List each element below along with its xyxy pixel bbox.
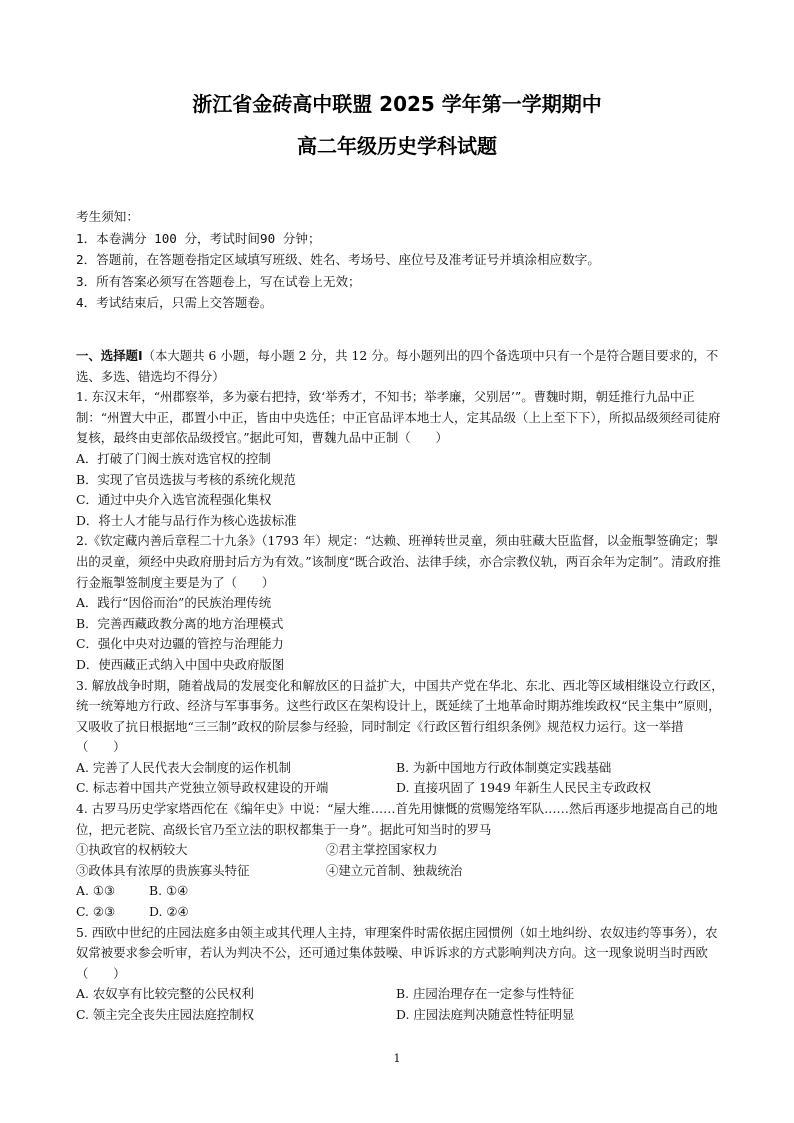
question-stem: 5. 西欧中世纪的庄园法庭多由领主或其代理人主持，审理案件时需依据庄园惯例（如土地纠纷、农奴违约等事务），农奴常被要求参会听审，若认为判决不公，还可通过集体鼓噪、申诉诉求的方式影响判决方向。这一现象说明当时西欧（ ） bbox=[76, 924, 718, 981]
answer-option: D．使西藏正式纳入中国中央政府版图 bbox=[76, 656, 285, 672]
notice-item: 2．答题前，在答题卷指定区域填写班级、姓名、考场号、座位号及准考证号并填涂相应数字。 bbox=[76, 252, 600, 267]
answer-option: C．通过中央介入选官流程强化集权 bbox=[76, 492, 272, 508]
exam-title: 浙江省金砖高中联盟 2025 学年第一学期期中 bbox=[192, 92, 602, 116]
question-stem: 1. 东汉末年，“州郡察举，多为豪右把持，致‘举秀才，不知书；举孝廉，父别居’”。曹魏时期，朝廷推行九品中正制：“州置大中正，郡置小中正，皆由中央选任；中正官品评本地士人，定其品级（上上至下下），所拟品级须经司徒府复核，最终由吏部依品级授官。”据此可知，曹魏九品中正制（ ） bbox=[76, 389, 721, 446]
section-description: （本大题共 6 小题，每小题 2 分，共 12 分。每小题列出的四个备选项中只有一个是符合题目要求的，不选、多选、错选均不得分） bbox=[76, 348, 719, 384]
answer-option: D. 直接巩固了 1949 年新生人民民主专政政权 bbox=[396, 780, 652, 796]
statement-item: ②君主掌控国家权力 bbox=[326, 842, 438, 858]
answer-option: B. ①④ bbox=[149, 883, 189, 899]
candidate-notice bbox=[76, 206, 736, 314]
question-stem: 3. 解放战争时期，随着战局的发展变化和解放区的日益扩大，中国共产党在华北、东北、西北等区域相继设立行政区，统一统筹地方行政、经济与军事事务。这些行政区在架构设计上，既延续了土地革命时期苏维埃政权“民主集中”原则，又吸收了抗日根据地“三三制”政权的阶层参与经验，同时制定《行政区暂行组织条例》规范权力运行。这一举措（ ） bbox=[76, 677, 724, 755]
exam-subtitle: 高二年级历史学科试题 bbox=[297, 134, 497, 158]
answer-option: A. ①③ bbox=[76, 883, 116, 899]
answer-option: A．践行“因俗而治”的民族治理传统 bbox=[76, 595, 272, 611]
notice-item: 1．本卷满分 100 分，考试时间90 分钟； bbox=[76, 230, 321, 246]
notice-item: 4．考试结束后，只需上交答题卷。 bbox=[76, 295, 273, 310]
answer-option: B. 为新中国地方行政体制奠定实践基础 bbox=[396, 759, 612, 775]
option-row bbox=[76, 758, 726, 779]
option-row bbox=[76, 881, 726, 902]
answer-option: C. 领主完全丧失庄园法庭控制权 bbox=[76, 1007, 254, 1022]
answer-option: C．强化中央对边疆的管控与治理能力 bbox=[76, 636, 284, 652]
option-row bbox=[76, 902, 726, 923]
notice-item: 3．所有答案必须写在答题卷上，写在试卷上无效； bbox=[76, 273, 361, 289]
statement-row bbox=[76, 861, 726, 882]
answer-option: B．实现了官员选拔与考核的系统化规范 bbox=[76, 471, 296, 487]
statement-item: ③政体具有浓厚的贵族寡头特征 bbox=[76, 862, 250, 878]
statement-row bbox=[76, 840, 726, 861]
answer-option: B．完善西藏政教分离的地方治理模式 bbox=[76, 615, 284, 631]
section-label: 一、选择题Ⅰ bbox=[76, 348, 143, 363]
section-header bbox=[76, 346, 726, 387]
option-row bbox=[76, 1005, 726, 1026]
answer-option: D. 庄园法庭判决随意性特征明显 bbox=[396, 1007, 575, 1022]
question-section bbox=[76, 346, 726, 1026]
option-row bbox=[76, 778, 726, 799]
question-stem: 4. 古罗马历史学家塔西佗在《编年史》中说：“屋大维……首先用慷慨的赏赐笼络军队……然后再逐步地提高自己的地位，把元老院、高级长官乃至立法的职权都集于一身”。据此可知当时的罗马 bbox=[76, 801, 718, 837]
answer-option: B. 庄园治理存在一定参与性特征 bbox=[396, 986, 575, 1002]
statement-item: ①执政官的权柄较大 bbox=[76, 842, 188, 858]
notice-heading: 考生须知： bbox=[76, 209, 139, 224]
answer-option: C. 标志着中国共产党独立领导政权建设的开端 bbox=[76, 780, 329, 796]
statement-item: ④建立元首制、独裁统治 bbox=[326, 862, 463, 878]
answer-option: A．打破了门阀士族对选官权的控制 bbox=[76, 450, 271, 466]
question-stem: 2.《钦定藏内善后章程二十九条》（1793 年）规定：“达赖、班禅转世灵童，须由驻藏大臣监督，以金瓶掣签确定；掣出的灵童，须经中央政府册封后方为有效。”该制度“既合政治、法律手续，亦合宗教仪轨，两百余年为定制”。清政府推行金瓶掣签制度主要是为了（ ） bbox=[76, 533, 721, 590]
answer-option: C. ②③ bbox=[76, 904, 116, 920]
option-row bbox=[76, 984, 726, 1005]
answer-option: D．将士人才能与品行作为核心选拔标准 bbox=[76, 512, 297, 528]
answer-option: A. 完善了人民代表大会制度的运作机制 bbox=[76, 759, 292, 775]
answer-option: A. 农奴享有比较完整的公民权利 bbox=[76, 986, 254, 1002]
page-number: 1 bbox=[393, 1052, 401, 1065]
answer-option: D. ②④ bbox=[149, 904, 189, 920]
